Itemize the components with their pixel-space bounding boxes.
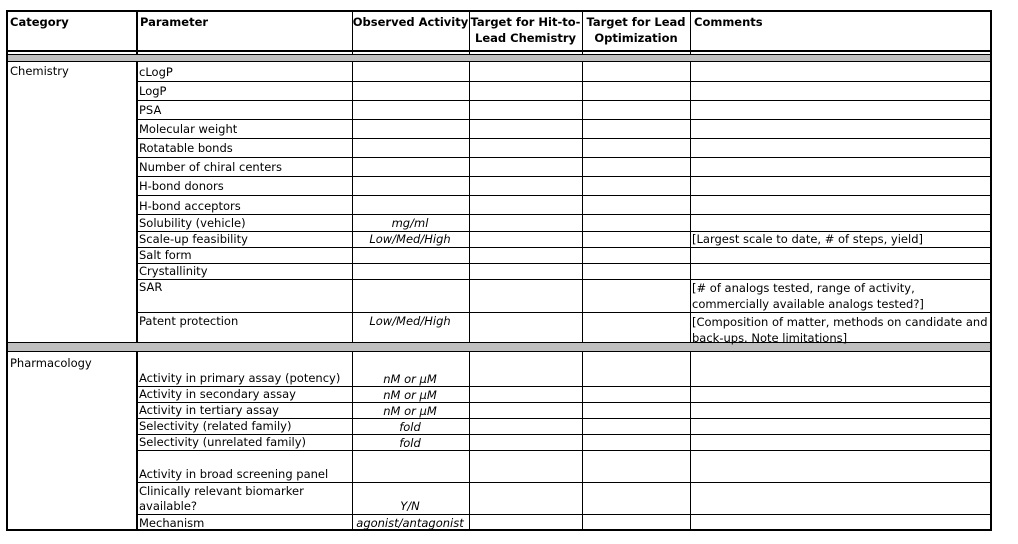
param-biomarker: Clinically relevant biomarker available? (139, 484, 304, 513)
param-primary-assay: Activity in primary assay (potency) (139, 371, 341, 385)
param-tertiary-assay: Activity in tertiary assay (139, 403, 279, 417)
param-chiral-centers: Number of chiral centers (139, 160, 283, 174)
param-selectivity-unrelated: Selectivity (unrelated family) (139, 435, 307, 449)
header-lead-opt-line2: Optimization (594, 31, 678, 45)
observed-primary-assay: nM or µM (383, 372, 437, 386)
param-sar: SAR (139, 280, 163, 294)
observed-biomarker: Y/N (400, 499, 420, 513)
param-hbond-donors: H-bond donors (139, 179, 224, 193)
header-lead-opt-line1: Target for Lead (586, 15, 686, 29)
observed-solubility: mg/ml (391, 216, 429, 230)
observed-secondary-assay: nM or µM (383, 388, 437, 402)
param-mechanism: Mechanism (139, 516, 205, 530)
observed-selectivity-unrelated: fold (399, 436, 421, 450)
col-divider-observed (469, 12, 470, 529)
observed-mechanism: agonist/antagonist (356, 516, 464, 530)
param-broad-screening: Activity in broad screening panel (139, 467, 329, 481)
param-secondary-assay: Activity in secondary assay (139, 387, 296, 401)
param-clogp: cLogP (139, 65, 173, 79)
col-divider-lead-opt (690, 12, 691, 529)
header-comments: Comments (694, 15, 763, 29)
col-divider-hit-to-lead (582, 12, 583, 529)
param-salt-form: Salt form (139, 248, 192, 262)
param-logp: LogP (139, 84, 167, 98)
header-hit-to-lead-line2: Lead Chemistry (475, 31, 576, 45)
comment-sar: [# of analogs tested, range of activity, commercially available analogs tested?] (692, 281, 924, 311)
param-rotatable-bonds: Rotatable bonds (139, 141, 233, 155)
header-category: Category (10, 15, 69, 29)
header-parameter: Parameter (140, 15, 209, 29)
col-divider-parameter (352, 12, 353, 529)
param-scale-up: Scale-up feasibility (139, 232, 248, 246)
section-band-chemistry (8, 54, 990, 62)
comment-scale-up: [Largest scale to date, # of steps, yield] (692, 232, 923, 246)
header-hit-to-lead (469, 14, 582, 46)
header-lead-opt (582, 14, 690, 46)
param-crystallinity: Crystallinity (139, 264, 208, 278)
observed-scale-up: Low/Med/High (369, 232, 451, 246)
param-selectivity-related: Selectivity (related family) (139, 419, 292, 433)
param-solubility: Solubility (vehicle) (139, 216, 246, 230)
comment-patent-protection: [Composition of matter, methods on candidate and back-ups. Note limitations] (692, 315, 988, 345)
param-hbond-acceptors: H-bond acceptors (139, 199, 241, 213)
param-patent-protection: Patent protection (139, 314, 239, 328)
header-rule (8, 50, 990, 52)
assessment-table (6, 10, 992, 531)
section-label-pharmacology: Pharmacology (10, 356, 92, 370)
param-molecular-weight: Molecular weight (139, 122, 238, 136)
observed-patent-protection: Low/Med/High (369, 314, 451, 328)
header-observed: Observed Activity (352, 15, 469, 29)
col-divider-category (136, 12, 138, 529)
observed-tertiary-assay: nM or µM (383, 404, 437, 418)
observed-selectivity-related: fold (399, 420, 421, 434)
section-label-chemistry: Chemistry (10, 64, 69, 78)
param-psa: PSA (139, 103, 162, 117)
header-hit-to-lead-line1: Target for Hit-to- (470, 15, 581, 29)
